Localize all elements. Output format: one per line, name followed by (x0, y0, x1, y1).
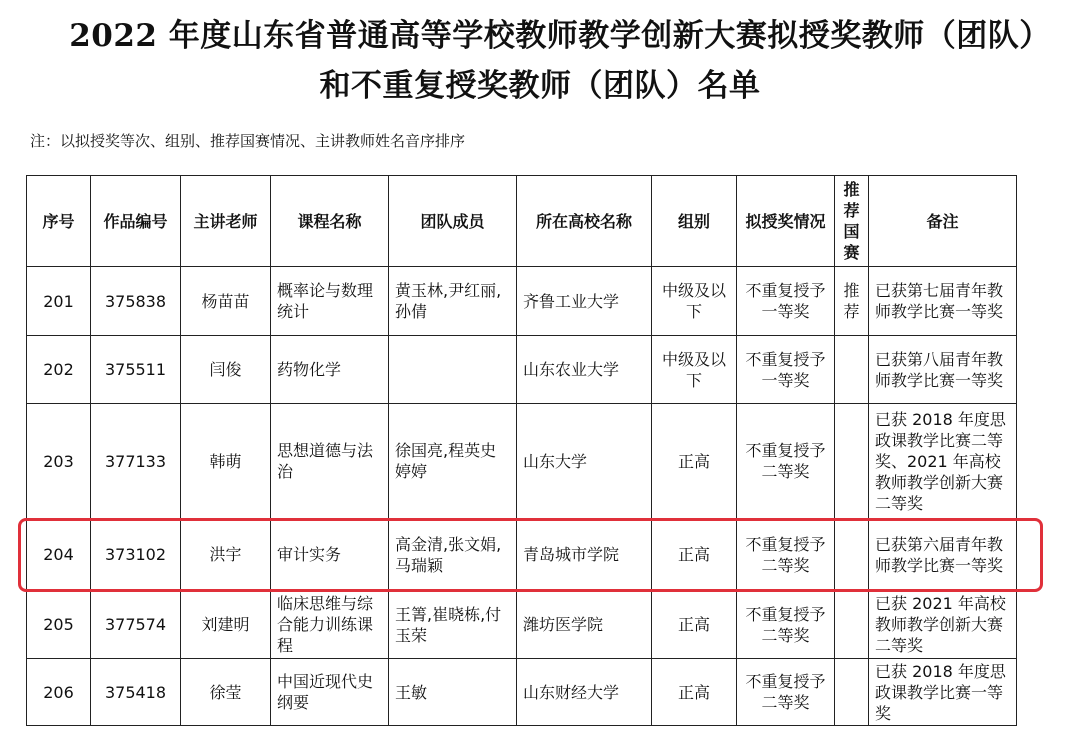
cell-team: 黄玉林,尹红丽,孙倩 (389, 267, 517, 336)
cell-teacher: 闫俊 (181, 336, 271, 404)
header-cell: 团队成员 (389, 176, 517, 267)
cell-teacher: 徐莹 (181, 659, 271, 726)
cell-school: 山东大学 (517, 404, 652, 519)
cell-recommend (835, 336, 869, 404)
table-row (27, 591, 1017, 659)
header-cell: 拟授奖情况 (737, 176, 835, 267)
cell-id: 375838 (91, 267, 181, 336)
document-title-line2: 和不重复授奖教师（团队）名单 (319, 68, 761, 104)
cell-remark: 已获第八届青年教师教学比赛一等奖 (869, 336, 1017, 404)
cell-teacher: 洪宇 (181, 519, 271, 591)
cell-team: 王敏 (389, 659, 517, 726)
header-cell: 备注 (869, 176, 1017, 267)
cell-id: 377133 (91, 404, 181, 519)
cell-group: 正高 (652, 591, 737, 659)
header-cell: 所在高校名称 (517, 176, 652, 267)
cell-team: 王箐,崔晓栋,付玉荣 (389, 591, 517, 659)
table-row (27, 404, 1017, 519)
cell-course: 审计实务 (271, 519, 389, 591)
cell-group: 正高 (652, 659, 737, 726)
cell-group: 正高 (652, 519, 737, 591)
cell-team (389, 336, 517, 404)
cell-remark: 已获第七届青年教师教学比赛一等奖 (869, 267, 1017, 336)
cell-remark: 已获 2018 年度思政课教学比赛二等奖、2021 年高校教师教学创新大赛二等奖 (869, 404, 1017, 519)
cell-award: 不重复授予一等奖 (737, 267, 835, 336)
cell-school: 潍坊医学院 (517, 591, 652, 659)
table-row (27, 659, 1017, 726)
cell-award: 不重复授予二等奖 (737, 519, 835, 591)
cell-school: 山东农业大学 (517, 336, 652, 404)
cell-school: 山东财经大学 (517, 659, 652, 726)
cell-course: 药物化学 (271, 336, 389, 404)
cell-teacher: 杨苗苗 (181, 267, 271, 336)
cell-course: 概率论与数理统计 (271, 267, 389, 336)
table-row-highlighted (27, 519, 1017, 591)
cell-remark: 已获第六届青年教师教学比赛一等奖 (869, 519, 1017, 591)
header-cell: 推荐国赛 (835, 176, 869, 267)
header-cell: 作品编号 (91, 176, 181, 267)
cell-award: 不重复授予二等奖 (737, 591, 835, 659)
cell-teacher: 刘建明 (181, 591, 271, 659)
cell-recommend: 推荐 (835, 267, 869, 336)
header-cell: 主讲老师 (181, 176, 271, 267)
cell-recommend (835, 404, 869, 519)
cell-course: 中国近现代史纲要 (271, 659, 389, 726)
document-title-line1: 2022 年度山东省普通高等学校教师教学创新大赛拟授奖教师（团队） (69, 18, 1051, 54)
cell-recommend (835, 659, 869, 726)
cell-school: 齐鲁工业大学 (517, 267, 652, 336)
header-cell: 序号 (27, 176, 91, 267)
cell-no: 206 (27, 659, 91, 726)
cell-no: 203 (27, 404, 91, 519)
cell-id: 375418 (91, 659, 181, 726)
cell-school: 青岛城市学院 (517, 519, 652, 591)
sort-note: 注：以拟授奖等次、组别、推荐国赛情况、主讲教师姓名音序排序 (30, 132, 466, 150)
cell-team: 徐国亮,程英史婷婷 (389, 404, 517, 519)
cell-remark: 已获 2021 年高校教师教学创新大赛二等奖 (869, 591, 1017, 659)
cell-teacher: 韩萌 (181, 404, 271, 519)
table-row (27, 336, 1017, 404)
cell-award: 不重复授予一等奖 (737, 336, 835, 404)
cell-id: 375511 (91, 336, 181, 404)
table-header-row (27, 176, 1017, 267)
header-cell: 课程名称 (271, 176, 389, 267)
cell-course: 思想道德与法治 (271, 404, 389, 519)
table-row (27, 267, 1017, 336)
cell-group: 中级及以下 (652, 267, 737, 336)
cell-award: 不重复授予二等奖 (737, 659, 835, 726)
cell-award: 不重复授予二等奖 (737, 404, 835, 519)
cell-no: 201 (27, 267, 91, 336)
cell-recommend (835, 591, 869, 659)
cell-no: 202 (27, 336, 91, 404)
cell-id: 373102 (91, 519, 181, 591)
cell-course: 临床思维与综合能力训练课程 (271, 591, 389, 659)
header-cell: 组别 (652, 176, 737, 267)
cell-no: 205 (27, 591, 91, 659)
cell-no: 204 (27, 519, 91, 591)
award-table (26, 175, 1017, 726)
cell-recommend (835, 519, 869, 591)
cell-remark: 已获 2018 年度思政课教学比赛一等奖 (869, 659, 1017, 726)
cell-group: 中级及以下 (652, 336, 737, 404)
cell-team: 高金清,张文娟,马瑞颖 (389, 519, 517, 591)
cell-id: 377574 (91, 591, 181, 659)
cell-group: 正高 (652, 404, 737, 519)
